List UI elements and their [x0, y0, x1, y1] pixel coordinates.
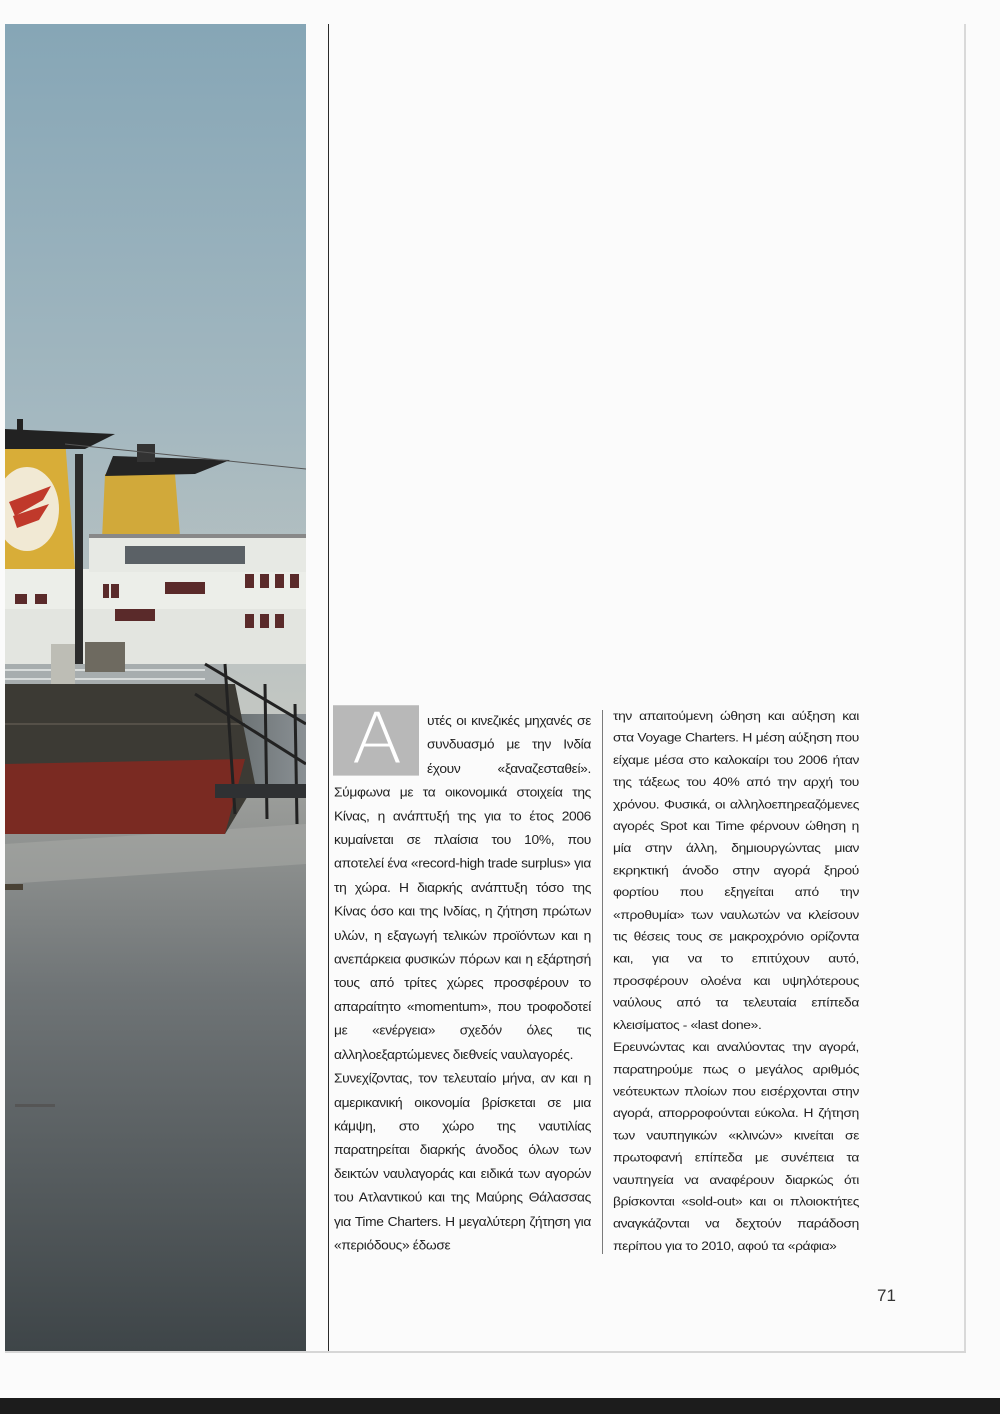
page-edge-bottom: [5, 1351, 966, 1353]
paragraph: υτές οι κινεζικές μηχανές σε συνδυασμό με την Ινδία έχουν «ξαναζεσταθεί». Σύμφωνα με τα οικονομικά στοιχεία της Κίνας, η ανάπτυξή της για το έτος 2006 κυμαίνεται σε πλαίσια του 10%, που αποτελεί ένα «record-high trade surplus» για τη χώρα. Η διαρκής ανάπτυξη τόσο της Κίνας όσο και της Ινδίας, η ζήτηση πρώτων υλών, η εξαγωγή τελικών προϊόντων και η ανεπάρκεια φυσικών πόρων και η εξάρτησή τους από τρίτες χώρες προσφέρουν το απαραίτητο «momentum», που τροφοδοτεί με «ενέργεια» σχεδόν όλες τις αλληλοεξαρτώμενες διεθνείς ναυλαγορές.: [334, 713, 591, 1062]
page-edge: [964, 24, 966, 1352]
page-number: 71: [877, 1286, 896, 1305]
scan-bottom-bar: [0, 1398, 1000, 1414]
article-column-2: [613, 705, 859, 1257]
paragraph: Συνεχίζοντας, τον τελευταίο μήνα, αν και η αμερικανική οικονομία βρίσκεται σε μια κάμψη, στο χώρο της ναυτιλίας παρατηρείται διαρκής άνοδος όλων των δεικτών ναυλαγοράς και ειδικά των αγορών του Ατλαντικού και της Μαύρης Θάλασσας για Time Charters. Η μεγαλύτερη ζήτηση για «περιόδους» έδωσε: [334, 1071, 591, 1253]
article-column-1: [334, 698, 591, 1257]
column-divider: [328, 24, 329, 1351]
paragraph: Ερευνώντας και αναλύοντας την αγορά, παρατηρούμε πως ο μεγάλος αριθμός νεότευκτων πλοίων που εισέρχονται στην αγορά, απορροφούνται εύκολα. Η ζήτηση των ναυπηγικών «κλινών» κινείται σε πρωτοφανή επίπεδα με συνέπεια τα ναυπηγεία να αναφέρουν διαρκώς ότι βρίσκονται «sold-out» και οι πλοιοκτήτες αναγκάζονται να δεχτούν παράδοση περίπου για το 2010, αφού τα «ράφια»: [613, 1040, 859, 1253]
harbor-ships-photo: [5, 24, 306, 1351]
column-rule: [602, 710, 603, 1254]
drop-cap: Α: [333, 705, 419, 775]
paragraph: την απαιτούμενη ώθηση και αύξηση και στα Voyage Charters. Η μέση αύξηση που είχαμε μέσα στο καλοκαίρι του 2006 ήταν της τάξεως του 40% από την αρχή του χρόνου. Φυσικά, οι αλληλοεπηρεαζόμενες αγορές Spot και Time φέρνουν ώθηση η μία στην άλλη, δημιουργώντας μιαν εκρηκτική άνοδο στην αγορά ξηρού φορτίου που εξηγείται από την «προθυμία» των ναυλωτών να κλείσουν τις θέσεις τους σε μακροχρόνιο ορίζοντα και, για να το επιτύχουν αυτό, προσφέρουν ολοένα και υψηλότερους ναύλους από τα τελευταία επίπεδα κλεισίματος - «last done».: [613, 709, 859, 1032]
